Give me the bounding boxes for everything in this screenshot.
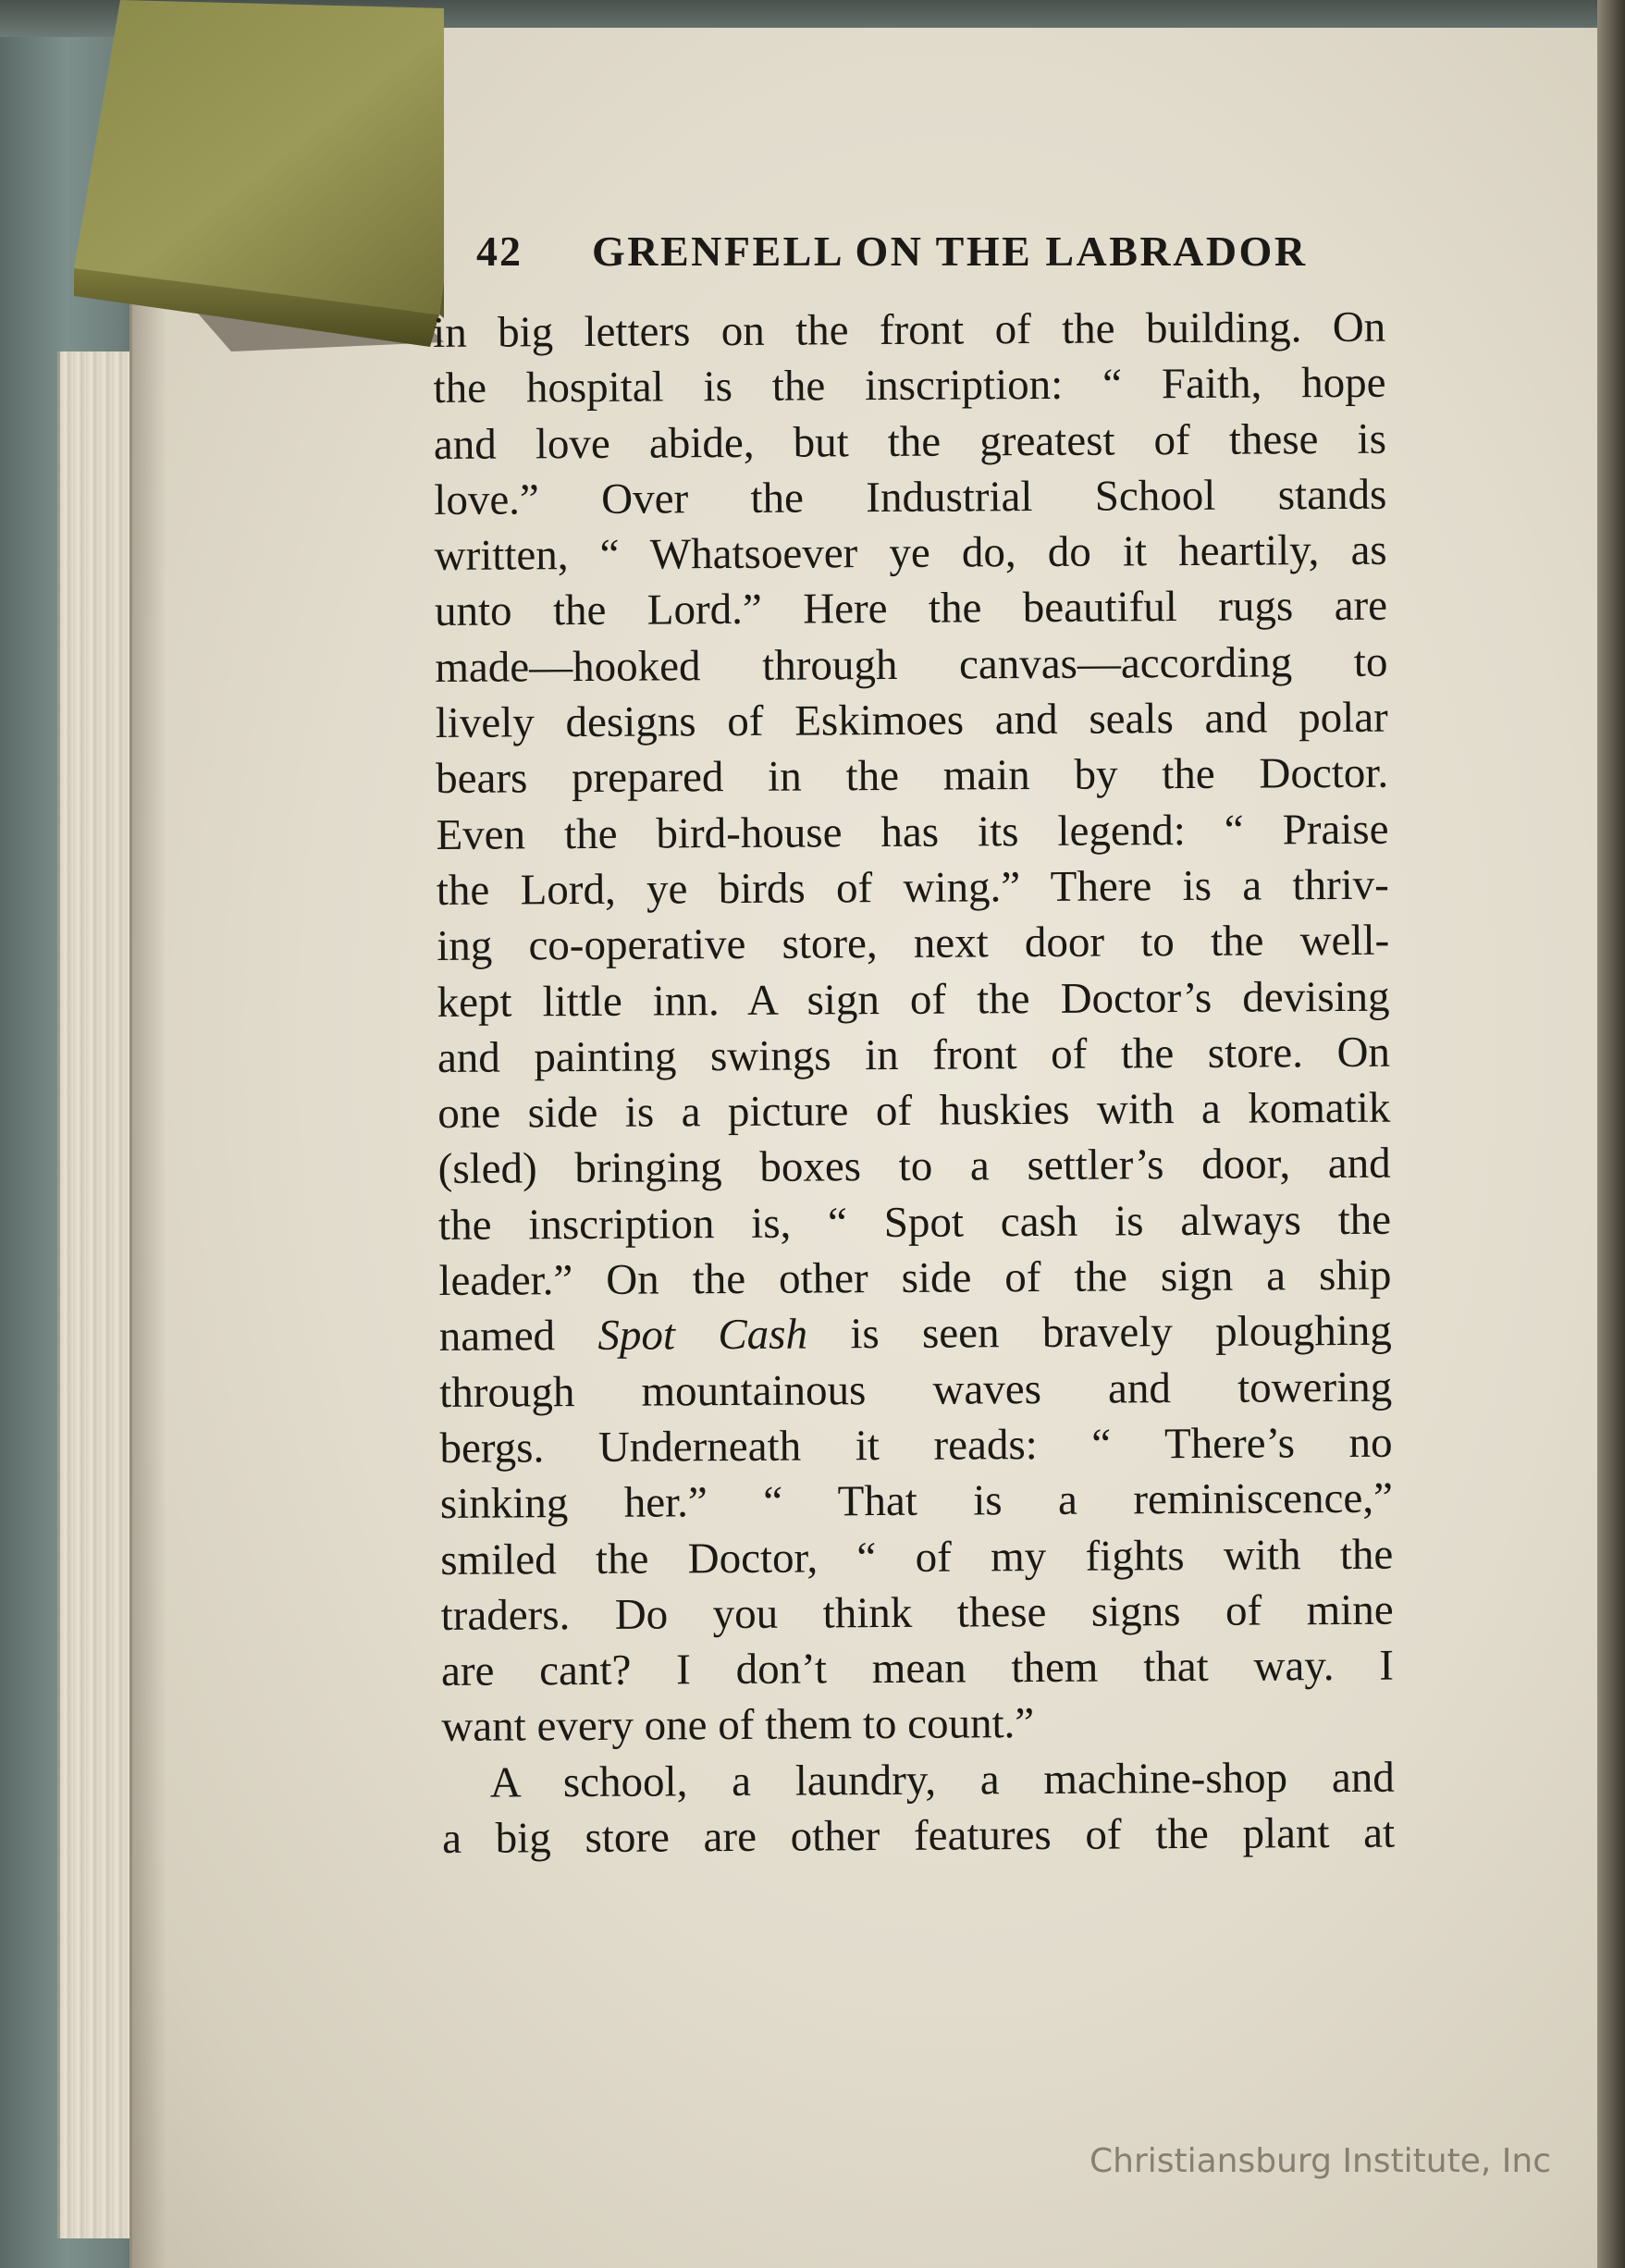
text-line: Even the bird-house has its legend: “ Praise (436, 805, 1389, 859)
text-line: traders. Do you think these signs of mine (440, 1585, 1394, 1640)
text-line: and love abide, but the greatest of these is (433, 414, 1387, 469)
body-text (433, 300, 1395, 1867)
text-line: love.” Over the Industrial School stands (434, 470, 1387, 524)
watermark: Christiansburg Institute, Inc (1089, 2142, 1551, 2180)
text-line: one side is a picture of huskies with a komatik (437, 1083, 1391, 1139)
text-line: in big letters on the front of the building. On (433, 302, 1386, 357)
text-line: and painting swings in front of the store. On (437, 1028, 1391, 1082)
running-title: GRENFELL ON THE LABRADOR (592, 228, 1308, 275)
text-line: ing co-operative store, next door to the well- (437, 916, 1390, 971)
text-line: the hospital is the inscription: “ Faith, hope (433, 359, 1386, 413)
running-head (476, 227, 1364, 282)
text-line: sinking her.” “ That is a reminiscence,” (439, 1473, 1394, 1529)
page-gutter-shadow (129, 28, 166, 2268)
brass-page-clip (74, 0, 444, 351)
text-line: a big store are other features of the plant at (441, 1808, 1396, 1863)
paragraph-last-line: want every one of them to count.” (441, 1699, 1035, 1752)
text-line: bergs. Underneath it reads: “ There’s no (439, 1418, 1393, 1473)
text-line: smiled the Doctor, “ of my fights with the (440, 1530, 1394, 1584)
book-right-edge (1597, 0, 1625, 2268)
text-line: written, “ Whatsoever ye do, do it heartily, as (434, 525, 1387, 581)
text-line: the inscription is, “ Spot cash is always the (437, 1195, 1392, 1250)
paragraph-first-line: A school, a laundry, a machine-shop and (489, 1753, 1395, 1807)
text-line: through mountainous waves and towering (439, 1362, 1393, 1417)
page-number: 42 (476, 228, 523, 275)
text-fragment: is seen bravely ploughing (850, 1307, 1392, 1359)
text-line: the Lord, ye birds of wing.” There is a thriv- (436, 860, 1390, 915)
text-line: unto the Lord.” Here the beautiful rugs are (434, 582, 1388, 636)
text-line: bears prepared in the main by the Doctor. (435, 749, 1389, 804)
text-line: are cant? I don’t mean them that way. I (440, 1641, 1395, 1696)
text-line: lively designs of Eskimoes and seals and polar (435, 693, 1388, 748)
text-fragment: named (438, 1312, 556, 1362)
text-line: leader.” On the other side of the sign a ship (438, 1251, 1392, 1306)
text-line: (sled) bringing boxes to a settler’s door, and (437, 1140, 1391, 1194)
text-line: made—hooked through canvas—according to (435, 637, 1388, 692)
ship-name-italic: Spot Cash (597, 1310, 808, 1361)
text-line: kept little inn. A sign of the Doctor’s devising (437, 972, 1390, 1027)
text-line-italic-title (439, 1303, 1392, 1365)
